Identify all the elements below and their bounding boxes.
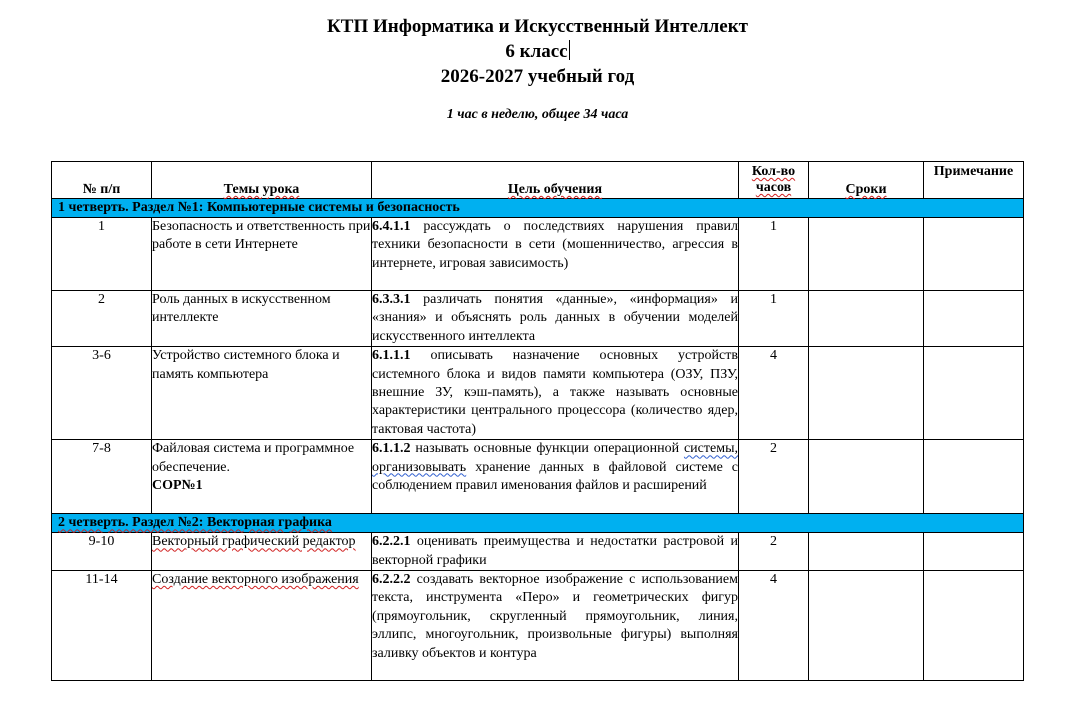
- row-dates[interactable]: [809, 291, 924, 347]
- row-hours: 4: [739, 347, 809, 440]
- row-num: 9-10: [52, 533, 152, 571]
- goal-code: 6.1.1.1: [372, 348, 411, 364]
- table-row: [52, 218, 1024, 291]
- row-notes[interactable]: [924, 440, 1024, 514]
- row-dates[interactable]: [809, 571, 924, 681]
- goal-code: 6.4.1.1: [372, 219, 411, 234]
- row-notes[interactable]: [924, 347, 1024, 440]
- title-line-2: [0, 39, 1075, 64]
- curriculum-table: [51, 161, 1024, 681]
- section-row: [52, 514, 1024, 533]
- row-goal: [372, 218, 739, 291]
- table-row: [52, 571, 1024, 681]
- row-goal: [372, 291, 739, 347]
- row-num: 11-14: [52, 571, 152, 681]
- row-hours: 1: [739, 291, 809, 347]
- table-row: [52, 440, 1024, 514]
- row-topic: Создание векторного изображения: [152, 571, 372, 681]
- table-row: [52, 291, 1024, 347]
- row-hours: 1: [739, 218, 809, 291]
- header-notes: Примечание: [924, 162, 1024, 199]
- title-line-3: 2026-2027 учебный год: [440, 66, 635, 87]
- row-hours: 2: [739, 440, 809, 514]
- row-notes[interactable]: [924, 571, 1024, 681]
- goal-code: 6.1.1.2: [372, 441, 411, 457]
- row-goal: [372, 533, 739, 571]
- header-dates: Сроки: [809, 162, 924, 199]
- row-notes[interactable]: [924, 291, 1024, 347]
- goal-text: называть основные функции операционной: [410, 441, 684, 457]
- goal-text: создавать векторное изображение с использованием текста, инструмента «Перо» и геометрических фигур (прямоугольник, скругленный прямоугольник, линия, эллипс, многоугольник, произвольные фигуры) выполняя заливку объектов и контура: [372, 572, 738, 661]
- goal-code: 6.2.2.1: [372, 534, 411, 550]
- grade-text: 6 класс: [505, 41, 568, 62]
- section-title: 1 четверть. Раздел №1: Компьютерные системы и безопасность: [52, 199, 1024, 218]
- row-goal: [372, 347, 739, 440]
- header-goal: Цель обучения: [372, 162, 739, 199]
- row-dates[interactable]: [809, 533, 924, 571]
- row-hours: 4: [739, 571, 809, 681]
- row-notes[interactable]: [924, 218, 1024, 291]
- row-notes[interactable]: [924, 533, 1024, 571]
- row-topic: Роль данных в искусственном интеллекте: [152, 291, 372, 347]
- row-goal: [372, 571, 739, 681]
- header-num: № п/п: [52, 162, 152, 199]
- goal-text: рассуждать о последствиях нарушения правил техники безопасности в сети (мошенничество, агрессия в интернете, игровая зависимость): [372, 219, 738, 271]
- title-line-1: КТП Информатика и Искусственный Интеллект: [327, 16, 748, 37]
- row-topic: [152, 440, 372, 514]
- goal-code: 6.2.2.2: [372, 572, 411, 588]
- row-num: 1: [52, 218, 152, 291]
- header-topic: Темы урока: [152, 162, 372, 199]
- goal-text: оценивать преимущества и недостатки растровой и векторной графики: [372, 534, 738, 568]
- section-title: 2 четверть. Раздел №2: Векторная графика: [52, 514, 1024, 533]
- row-topic: Устройство системного блока и память компьютера: [152, 347, 372, 440]
- row-topic: Безопасность и ответственность при работе в сети Интернете: [152, 218, 372, 291]
- goal-text-marked: системы, организовывать: [372, 441, 738, 475]
- goal-text: различать понятия «данные», «информация» и «знания» и объяснять роль данных в обучении моделей искусственного интеллекта: [372, 292, 738, 344]
- document-title: [0, 14, 1075, 89]
- row-dates[interactable]: [809, 218, 924, 291]
- row-num: 2: [52, 291, 152, 347]
- row-hours: 2: [739, 533, 809, 571]
- row-dates[interactable]: [809, 440, 924, 514]
- topic-text: Файловая система и программное обеспечение.: [152, 441, 355, 475]
- section-row: [52, 199, 1024, 218]
- table-row: [52, 533, 1024, 571]
- goal-text: хранение данных в файловой системе с соблюдением правил именования файлов и расширений: [372, 459, 738, 494]
- table-row: [52, 347, 1024, 440]
- row-topic: Векторный графический редактор: [152, 533, 372, 571]
- assessment-label: СОР№1: [152, 478, 203, 494]
- header-hours: Кол-во часов: [739, 162, 809, 199]
- row-num: 3-6: [52, 347, 152, 440]
- table-header-row: [52, 162, 1024, 199]
- goal-text: описывать назначение основных устройств системного блока и видов памяти компьютера (ОЗУ, ПЗУ, внешние ЗУ, кэш-память), а также называть основные характеристики центрального процессора (количество ядер, тактовая частота): [372, 348, 738, 437]
- row-dates[interactable]: [809, 347, 924, 440]
- text-cursor: [569, 40, 570, 60]
- row-num: 7-8: [52, 440, 152, 514]
- row-goal: [372, 440, 739, 514]
- document-subtitle: 1 час в неделю, общее 34 часа: [446, 107, 629, 122]
- goal-code: 6.3.3.1: [372, 292, 411, 307]
